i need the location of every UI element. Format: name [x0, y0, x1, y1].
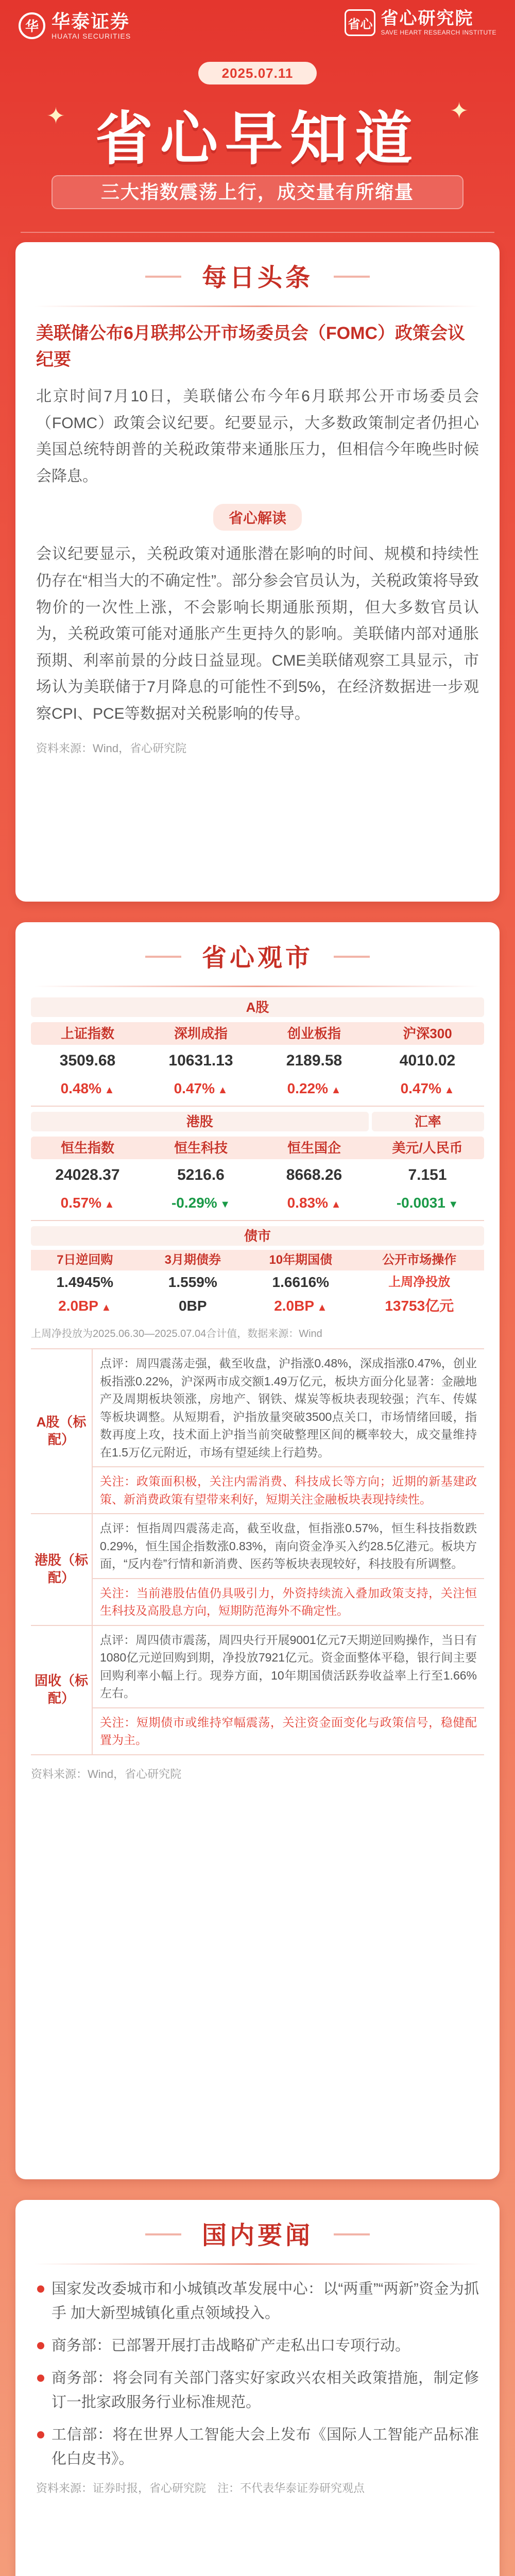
divider: [21, 232, 494, 233]
bond-value: 上周净投放: [388, 1275, 451, 1289]
index-value: 5216.6: [177, 1166, 225, 1183]
bond-table: [31, 1250, 484, 1318]
hk-values: [31, 1163, 484, 1187]
index-change: 0.22% ▲: [258, 1077, 371, 1100]
hk-changes: [31, 1191, 484, 1215]
column-header: 10年期国债: [247, 1250, 355, 1270]
list-item: 商务部：已部署开展打击战略矿产走私出口专项行动。: [36, 2334, 479, 2358]
date-badge: 2025.07.11: [198, 62, 317, 84]
market-card: [15, 922, 500, 2179]
comment-label: 港股（标配）: [31, 1514, 93, 1626]
comment-text: 点评：周四债市震荡，周四央行开展9001亿元7天期逆回购操作，当日有1080亿元逆回购到期，净投放7921亿元。资金面整体平稳，银行间主要回购利率小幅上行。现券方面，10年期国债活跃券收益率上行至1.66%左右。: [93, 1626, 484, 1708]
column-header: 恒生国企: [287, 1140, 341, 1156]
hk-columns: [31, 1137, 484, 1159]
divider: [31, 1106, 484, 1107]
research-logo-cn: 省心研究院: [381, 9, 474, 29]
header: [0, 0, 515, 268]
comment-label: 固收（标配）: [31, 1626, 93, 1755]
source-note: 资料来源：证券时报，省心研究院 注：不代表华泰证券研究观点: [36, 2481, 365, 2495]
comment-note: 关注：短期债市或维持窄幅震荡，关注资金面变化与政策信号，稳健配置为主。: [93, 1708, 484, 1755]
bond-value: 1.4945%: [56, 1274, 114, 1290]
index-change: -0.0031 ▼: [371, 1191, 484, 1215]
divider: [31, 1220, 484, 1221]
index-value: 4010.02: [399, 1052, 456, 1069]
bond-change: 2.0BP ▲: [247, 1294, 355, 1318]
index-change: -0.29% ▼: [144, 1191, 258, 1215]
star-icon: ✦: [450, 98, 469, 124]
star-icon: ✦: [46, 104, 65, 129]
a-share-values: [31, 1049, 484, 1073]
page-subtitle: 三大指数震荡上行，成交量有所缩量: [52, 175, 464, 209]
market-note: 上周净投放为2025.06.30—2025.07.04合计值，数据来源：Wind: [31, 1328, 322, 1340]
huatai-logo-en: HUATAI SECURITIES: [52, 31, 131, 40]
comment-label: A股（标配）: [31, 1349, 93, 1514]
index-change: 0.47% ▲: [371, 1077, 484, 1100]
column-header: 深圳成指: [174, 1026, 228, 1041]
domestic-news-card: [15, 2200, 500, 2576]
list-item: 国家发改委城市和小城镇改革发展中心：以“两重”“两新”资金为抓手 加大新型城镇化重点领域投入。: [36, 2277, 479, 2326]
bond-value: 1.559%: [168, 1274, 217, 1290]
column-header: 恒生指数: [60, 1140, 114, 1156]
section-title-domestic: 国内要闻: [181, 2215, 334, 2251]
index-value: 3509.68: [59, 1052, 116, 1069]
huatai-logo: [19, 11, 131, 40]
column-header: 公开市场操作: [355, 1250, 484, 1270]
column-header: 沪深300: [403, 1026, 452, 1041]
jiedu-badge: 省心解读: [213, 504, 302, 531]
research-logo: [345, 9, 496, 36]
headline-news: 北京时间7月10日，美联储公布今年6月联邦公开市场委员会（FOMC）政策会议纪要。纪要显示，大多数政策制定者仍担心美国总统特朗普的关税政策带来通胀压力，但相信今年晚些时候会降息。: [36, 388, 479, 485]
fx-label: 汇率: [372, 1112, 485, 1131]
source-note: 资料来源：Wind，省心研究院: [36, 741, 187, 755]
research-logo-en: SAVE HEART RESEARCH INSTITUTE: [381, 28, 496, 36]
huatai-logo-cn: 华泰证券: [52, 11, 130, 32]
a-share-label: A股: [31, 997, 484, 1017]
bond-label: 债市: [31, 1226, 484, 1246]
headline-title: 美联储公布6月联邦公开市场委员会（FOMC）政策会议纪要: [36, 324, 465, 369]
comment-text: 点评：恒指周四震荡走高，截至收盘，恒指涨0.57%，恒生科技指数跌0.29%，恒生国企指数涨0.83%，南向资金净买入约28.5亿港元。板块方面，“反内卷”行情和新消费、医药等板块表现较好，科技股有所调整。: [93, 1514, 484, 1579]
column-header: 美元/人民币: [392, 1140, 463, 1156]
bond-change: 13753亿元: [385, 1298, 454, 1314]
list-item: 工信部：将在世界人工智能大会上发布《国际人工智能产品标准化白皮书》。: [36, 2423, 479, 2471]
index-value: 8668.26: [286, 1166, 342, 1183]
market-comments: [31, 1348, 484, 1755]
page-title: 省心早知道: [95, 107, 420, 171]
hk-label: 港股: [31, 1112, 369, 1131]
column-header: 3月期债券: [139, 1250, 247, 1270]
index-value: 10631.13: [168, 1052, 233, 1069]
index-value: 2189.58: [286, 1052, 342, 1069]
research-logo-icon: 省心: [345, 9, 375, 36]
index-value: 24028.37: [55, 1166, 120, 1183]
comment-note: 关注：当前港股估值仍具吸引力，外资持续流入叠加政策支持，关注恒生科技及高股息方向，短期防范海外不确定性。: [93, 1579, 484, 1626]
bond-change: 0BP: [179, 1298, 207, 1314]
bond-value: 1.6616%: [272, 1274, 330, 1290]
column-header: 恒生科技: [174, 1140, 228, 1156]
index-change: 0.47% ▲: [144, 1077, 258, 1100]
section-title-market: 省心观市: [181, 938, 334, 973]
index-change: 0.48% ▲: [31, 1077, 144, 1100]
index-change: 0.57% ▲: [31, 1191, 144, 1215]
column-header: 7日逆回购: [31, 1250, 139, 1270]
a-share-changes: [31, 1077, 484, 1100]
index-change: 0.83% ▲: [258, 1191, 371, 1215]
huatai-logo-icon: 华: [19, 12, 45, 39]
source-note: 资料来源：Wind，省心研究院: [31, 1767, 182, 1781]
headline-analysis: 会议纪要显示，关税政策对通胀潜在影响的时间、规模和持续性仍存在“相当大的不确定性”。部分参会官员认为，关税政策将导致物价的一次性上涨，不会影响长期通胀预期，但大多数官员认为，关税政策可能对通胀产生更持久的影响。美联储内部对通胀预期、利率前景的分歧日益显现。CME美联储观察工具显示，市场认为美联储于7月降息的可能性不到5%，在经济数据进一步观察CPI、PCE等数据对关税影响的传导。: [36, 546, 479, 722]
comment-note: 关注：政策面积极，关注内需消费、科技成长等方向；近期的新基建政策、新消费政策有望带来利好，短期关注金融板块表现持续性。: [93, 1467, 484, 1514]
comment-text: 点评：周四震荡走强，截至收盘，沪指涨0.48%，深成指涨0.47%，创业板指涨0.22%，沪深两市成交额1.49万亿元，板块方面分化显著：金融地产及周期板块领涨，房地产、钢铁、煤炭等板块表现较强；汽车、传媒等板块调整。从短期看，沪指放量突破3500点关口，市场情绪回暖，指数再度上攻，技术面上沪指当前突破整理区间的概率较大，成交量维持在1.5万亿元附近，市场有望延续上行趋势。: [93, 1349, 484, 1467]
index-value: 7.151: [408, 1166, 447, 1183]
headline-card: [15, 242, 500, 902]
a-share-columns: [31, 1022, 484, 1045]
bond-change: 2.0BP ▲: [31, 1294, 139, 1318]
column-header: 上证指数: [60, 1026, 114, 1041]
section-title-headline: 每日头条: [181, 258, 334, 293]
list-item: 商务部：将会同有关部门落实好家政兴农相关政策措施，制定修订一批家政服务行业标准规范。: [36, 2366, 479, 2415]
column-header: 创业板指: [287, 1026, 341, 1041]
